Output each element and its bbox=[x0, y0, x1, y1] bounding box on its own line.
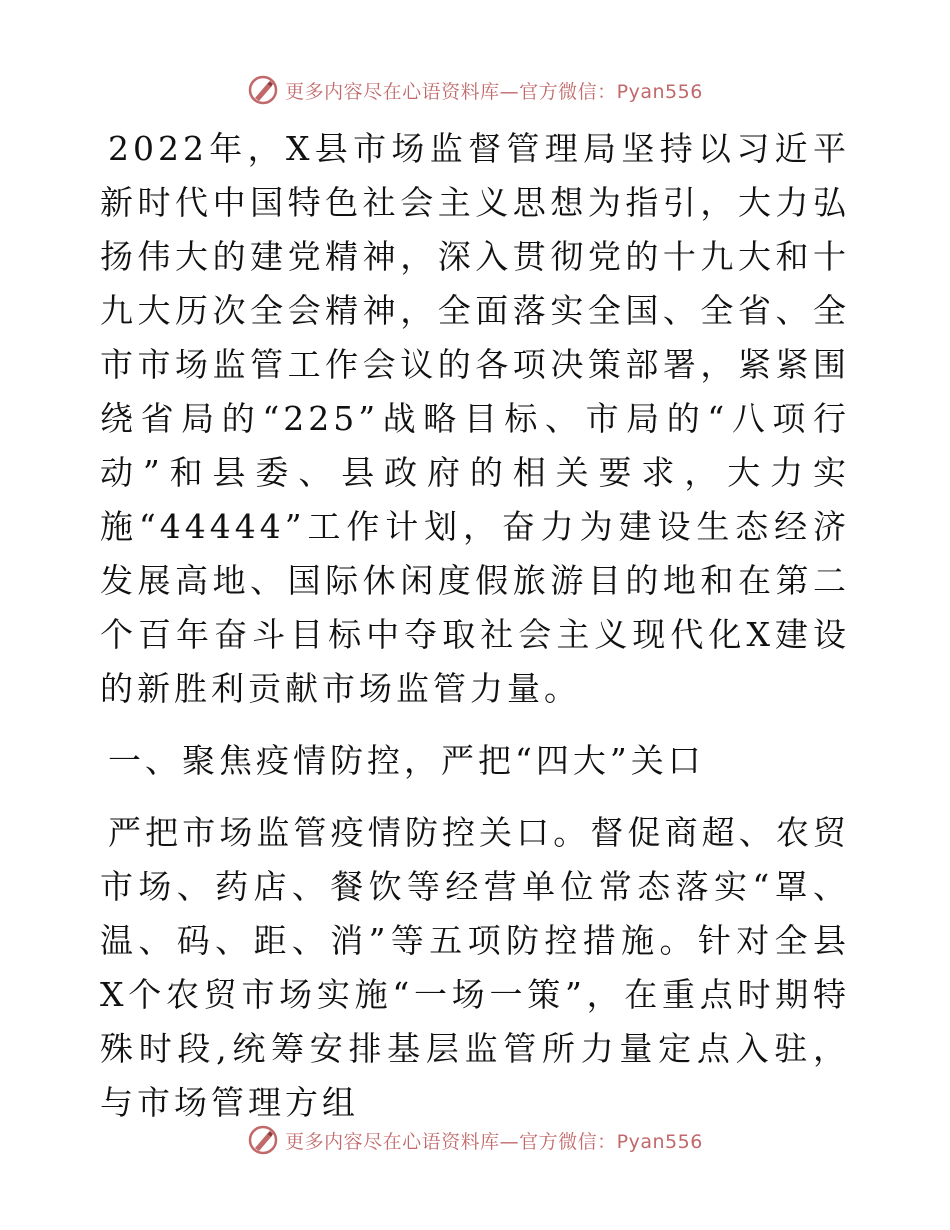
watermark-text: 更多内容尽在心语资料库—官方微信：Pyan556 bbox=[285, 80, 703, 103]
watermark-banner-top bbox=[0, 70, 950, 110]
watermark-text: 更多内容尽在心语资料库—官方微信：Pyan556 bbox=[285, 1130, 703, 1153]
pen-logo-icon bbox=[247, 1124, 279, 1156]
section-paragraph: 严把市场监管疫情防控关口。督促商超、农贸市场、药店、餐饮等经营单位常态落实“罩、温、码、距、消”等五项防控措施。针对全县X个农贸市场实施“一场一策”，在重点时期特殊时段,统筹安排基层监管所力量定点入驻，与市场管理方组 bbox=[100, 813, 850, 1122]
pen-logo-icon bbox=[247, 74, 279, 106]
section-heading: 一、聚焦疫情防控，严把“四大”关口 bbox=[108, 741, 705, 780]
intro-paragraph: 2022年，X县市场监督管理局坚持以习近平新时代中国特色社会主义思想为指引，大力弘扬伟大的建党精神，深入贯彻党的十九大和十九大历次全会精神，全面落实全国、全省、全市市场监管工作会议的各项决策部署，紧紧围绕省局的“225”战略目标、市局的“八项行动”和县委、县政府的相关要求，大力实施“44444”工作计划，奋力为建设生态经济发展高地、国际休闲度假旅游目的地和在第二个百年奋斗目标中夺取社会主义现代化X建设的新胜利贡献市场监管力量。 bbox=[100, 129, 850, 708]
document-body bbox=[100, 122, 850, 1130]
watermark-banner-bottom bbox=[0, 1120, 950, 1160]
